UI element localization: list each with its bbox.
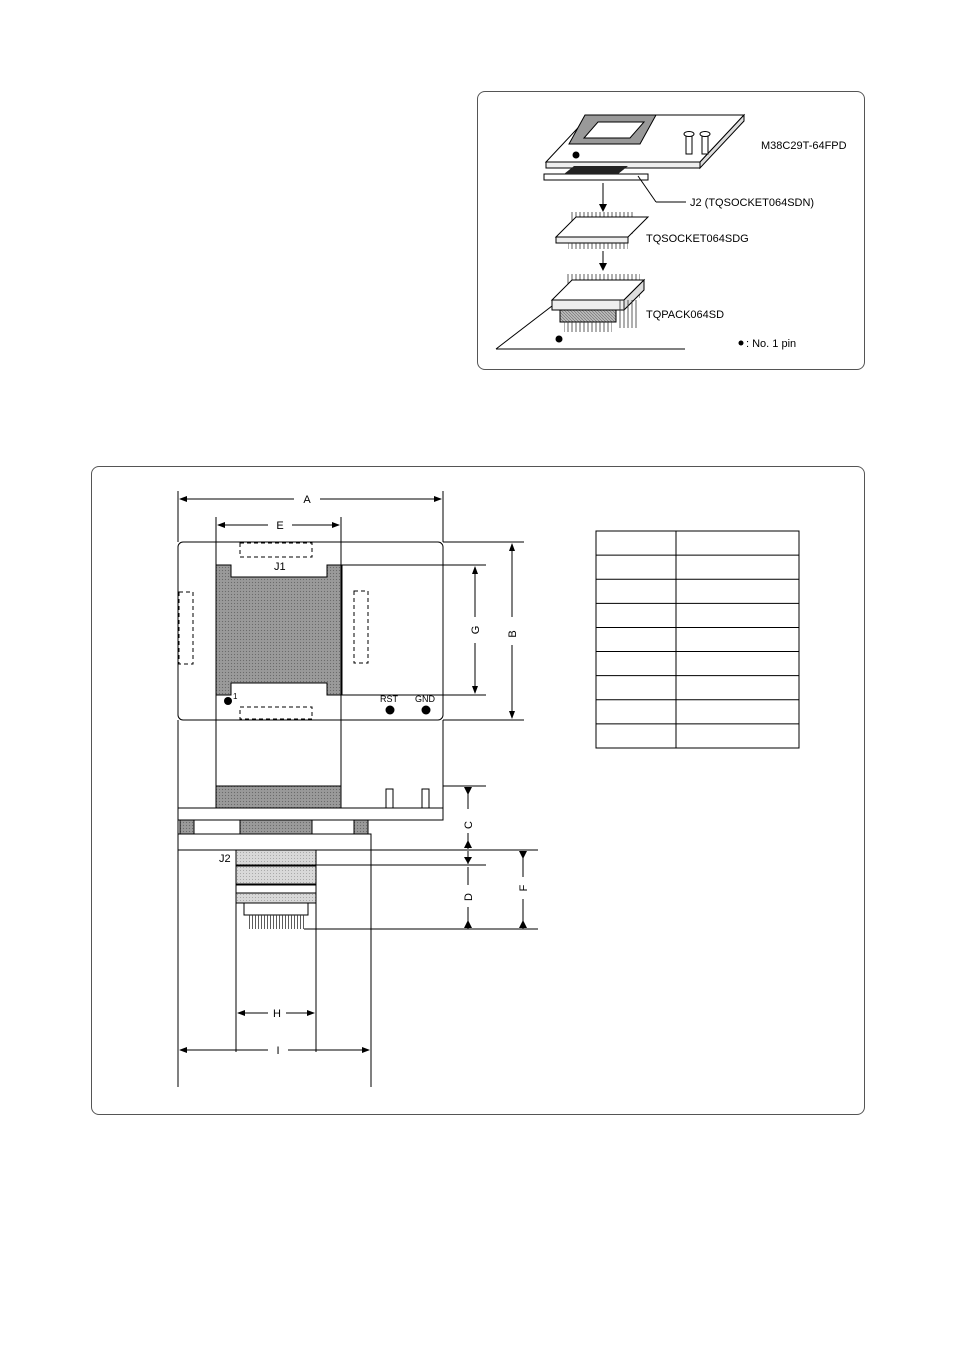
board-label: M38C29T-64FPD <box>761 140 847 152</box>
dimension-i <box>180 1045 369 1057</box>
dimension-f <box>518 851 530 929</box>
svg-text:F: F <box>518 884 530 892</box>
dimension-d <box>463 851 475 929</box>
svg-text:B: B <box>507 630 519 638</box>
svg-text:H: H <box>273 1008 281 1020</box>
ground-slope <box>496 306 552 349</box>
pin1-marker <box>224 697 232 705</box>
pin1-marker-board <box>573 152 580 159</box>
svg-text:I: I <box>276 1045 280 1057</box>
pin1-legend-dot <box>739 341 744 346</box>
target-board <box>546 115 744 168</box>
rst-pin <box>386 706 395 715</box>
svg-text:E: E <box>276 520 284 532</box>
gnd-pin <box>422 706 431 715</box>
dimension-c <box>463 787 475 849</box>
top-view-board <box>178 542 443 720</box>
j2-side-label: J2 <box>219 853 231 865</box>
svg-text:G: G <box>470 625 482 635</box>
svg-text:A: A <box>303 494 311 506</box>
socket <box>556 212 648 249</box>
dimension-h <box>238 1008 314 1020</box>
gnd-label: GND <box>415 694 435 704</box>
dimension-diagram <box>92 467 864 1114</box>
svg-text:C: C <box>463 821 475 829</box>
pack <box>552 274 644 343</box>
dimension-b <box>443 542 524 720</box>
j2-label: J2 (TQSOCKET064SDN) <box>690 197 815 209</box>
pin1-marker-pack <box>556 336 563 343</box>
pin-legend-label: : No. 1 pin <box>746 338 797 350</box>
arrow-down-icon <box>599 183 607 212</box>
rst-label: RST <box>380 694 398 704</box>
socket-label: TQSOCKET064SDG <box>646 233 749 245</box>
pack-label: TQPACK064SD <box>646 309 725 321</box>
dimension-e <box>216 517 341 542</box>
assembly-diagram-panel <box>477 91 865 370</box>
arrow-down-icon <box>599 251 607 271</box>
svg-text:1: 1 <box>233 692 238 701</box>
dimension-table <box>596 531 799 748</box>
j2-connector <box>544 166 686 202</box>
dimension-diagram-panel <box>91 466 865 1115</box>
svg-text:D: D <box>463 893 475 901</box>
assembly-diagram <box>478 92 864 369</box>
dimension-a <box>178 491 443 542</box>
j1-label: J1 <box>274 561 286 573</box>
